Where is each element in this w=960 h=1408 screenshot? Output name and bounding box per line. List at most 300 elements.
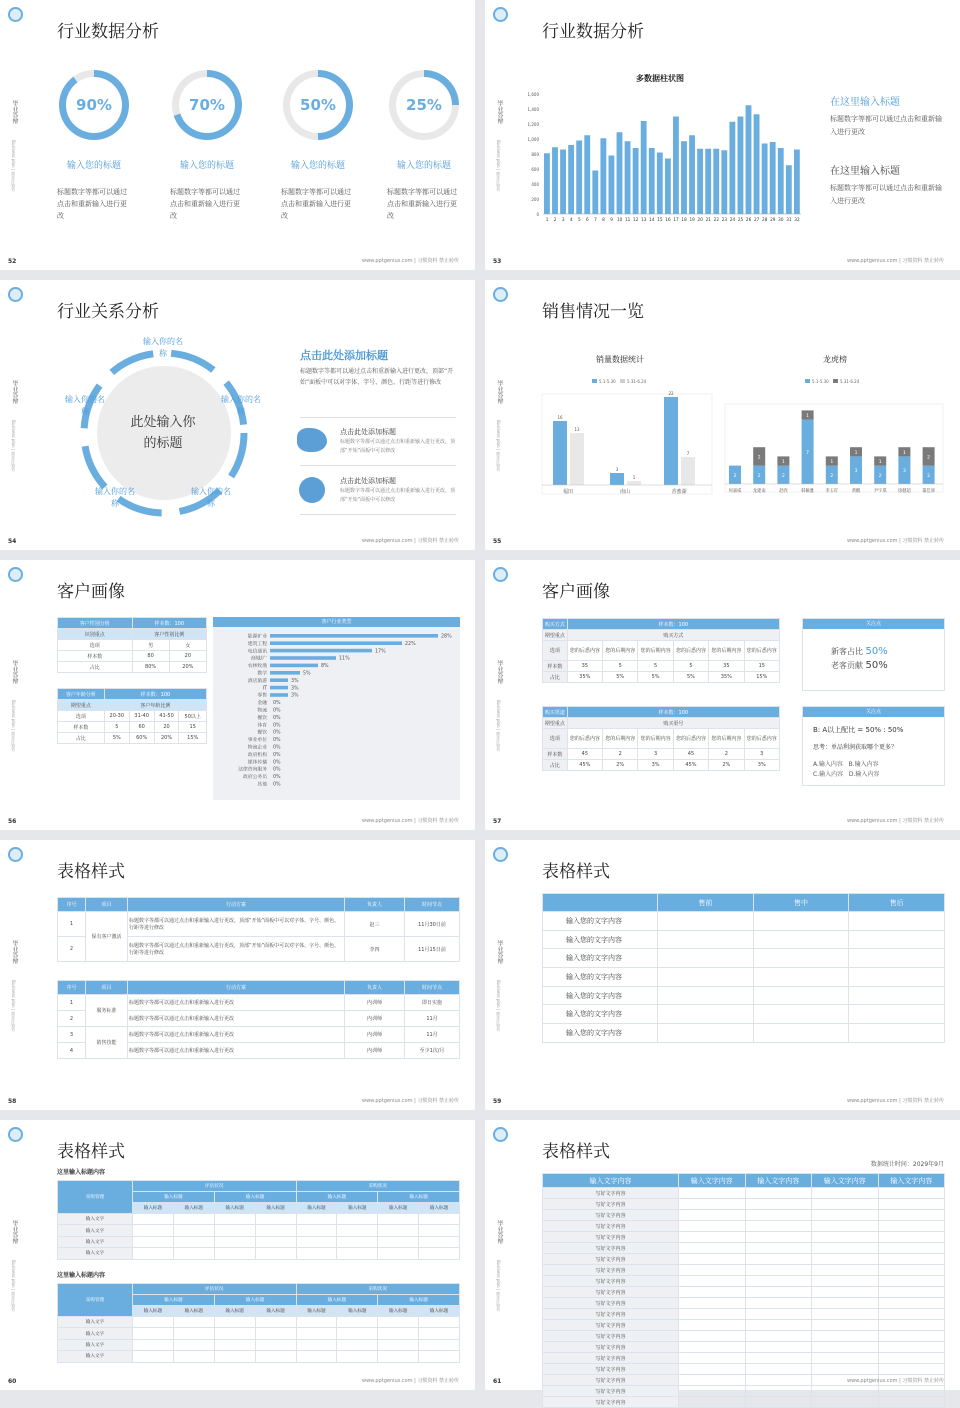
slide-59[interactable] (485, 840, 960, 1110)
footer: www.pptgenius.com | 习惯资料 禁止转传 (361, 1378, 459, 1384)
cell (419, 1317, 460, 1328)
data-label: 3 (615, 467, 619, 472)
sidebar (8, 380, 18, 472)
cell: 45% (567, 760, 602, 771)
side-text-1: 标题数字等都可以通过点击和重新输入进行更改 (830, 115, 942, 136)
cell: 35 (709, 661, 744, 672)
cell: 赵三 (345, 912, 405, 937)
data-label: 17% (375, 649, 386, 655)
footer: www.pptgenius.com | 习惯资料 禁止转传 (361, 538, 459, 544)
table-row (58, 995, 460, 1011)
row-label: 写好文字内容 (543, 1210, 679, 1221)
cell (133, 1351, 174, 1362)
slide-title: 表格样式 (542, 862, 610, 882)
slide-53[interactable] (485, 0, 960, 270)
cell (745, 1210, 812, 1221)
x-tick-label: 9 (610, 217, 613, 222)
row-label: 写好文字内容 (543, 1364, 679, 1375)
bar (713, 149, 719, 214)
cell (753, 1024, 849, 1043)
x-tick-label: 香蜜湖 (671, 489, 687, 495)
y-tick-label: 法律咨询服务 (238, 767, 267, 773)
leaf-head: 输入标题 (378, 1203, 419, 1214)
x-tick-label: 15 (657, 217, 663, 222)
x-tick-label: 南山 (619, 489, 631, 495)
gender-table (57, 617, 207, 673)
sidebar-sub: Business plan | 商业计划书 (11, 980, 16, 1032)
cell (133, 1248, 174, 1259)
cell (849, 986, 945, 1005)
table-subhead: 客户性别比例 (132, 629, 207, 640)
cell (753, 930, 849, 949)
page-number: 56 (8, 818, 17, 825)
row-label: 写好文字内容 (543, 1287, 679, 1298)
data-label: 2 (878, 473, 882, 479)
x-tick-label: 何嘉威 (728, 489, 742, 494)
legend-swatch (620, 379, 625, 383)
page-number: 58 (8, 1098, 17, 1105)
cell (173, 1236, 214, 1247)
cell: 5% (603, 672, 638, 683)
x-tick-label: 16 (665, 217, 671, 222)
stat-date: 数据统计时间：2029年9月 (870, 1161, 944, 1168)
data-label: 3% (291, 686, 299, 692)
table-head: 购买渠道 (543, 707, 568, 718)
table-row (58, 1214, 460, 1225)
x-tick-label: 28 (762, 217, 768, 222)
y-tick-label: 0 (536, 212, 539, 217)
cell (658, 1005, 754, 1024)
table-row (58, 1027, 460, 1043)
cell (812, 1397, 879, 1408)
y-tick-label: IT (262, 686, 267, 692)
y-tick-label: 餐饮 (257, 715, 267, 721)
bar (673, 117, 679, 215)
cell (419, 1225, 460, 1236)
cell: 内训师 (345, 995, 405, 1011)
cell (812, 1232, 879, 1243)
cell: 2% (709, 760, 744, 771)
data-label: 0% (273, 708, 281, 714)
sales-chart (540, 352, 715, 502)
y-tick-label: 教学 (257, 671, 267, 677)
ring-text: 标题数字等都可以通过点击和重新输入进行更改 (387, 188, 457, 220)
industry-panel (213, 617, 460, 800)
ring-text: 标题数字等都可以通过点击和重新输入进行更改 (57, 188, 127, 220)
legend-swatch (805, 379, 810, 383)
x-tick-label: 董佳驿 (922, 489, 936, 494)
logo-icon (493, 287, 508, 302)
cell (133, 1317, 174, 1328)
cell (745, 1232, 812, 1243)
bar (746, 105, 752, 214)
cell (679, 1210, 746, 1221)
cell: 3% (638, 760, 673, 771)
cell (658, 949, 754, 968)
data-label: 0% (273, 738, 281, 744)
bar (705, 149, 711, 214)
table-head: 输入文字内容 (878, 1174, 945, 1188)
table-row (543, 672, 780, 683)
y-tick-label: 电信通讯 (247, 649, 267, 655)
table-row (58, 1248, 460, 1259)
data-label: 5% (303, 671, 311, 677)
cell (878, 1188, 945, 1199)
data-label: 16 (557, 415, 563, 420)
table-head: 购买方式 (543, 619, 568, 630)
china-map-icon (297, 428, 327, 452)
footer: www.pptgenius.com | 习惯资料 禁止转传 (846, 1378, 944, 1384)
cell (337, 1339, 378, 1350)
cell (812, 1364, 879, 1375)
cell: 选项 (58, 711, 105, 722)
cell (133, 1225, 174, 1236)
x-tick-label: 3 (561, 217, 565, 222)
row-label: 输入文字 (58, 1328, 133, 1339)
action-table-1 (57, 897, 460, 962)
slide-52[interactable] (0, 0, 475, 270)
row-label: 写好文字内容 (543, 1276, 679, 1287)
header-row (58, 1181, 460, 1192)
cell: 60 (129, 722, 154, 733)
action-table-2 (57, 980, 460, 1059)
y-tick-label: 能源矿业 (247, 634, 267, 640)
bar (641, 121, 647, 214)
x-tick-label: 13 (641, 217, 647, 222)
slide-58[interactable] (0, 840, 475, 1110)
cell: 标题数字等都可以通过点击和重新输入进行更改 (128, 1043, 345, 1059)
node-label-3: 输入你的名称 (221, 395, 261, 416)
progress-ring (59, 70, 129, 140)
sidebar-sub: Business plan | 商业计划书 (496, 980, 501, 1032)
cell (255, 1225, 296, 1236)
x-tick-label: 6 (586, 217, 589, 222)
data-label: 13 (574, 427, 580, 432)
bar (664, 397, 678, 485)
bar (568, 145, 574, 214)
table-row (58, 1317, 460, 1328)
x-tick-label: 徐健超 (897, 489, 911, 494)
table-row (543, 1309, 945, 1320)
footer: www.pptgenius.com | 习惯资料 禁止转传 (361, 258, 459, 264)
cell (745, 1188, 812, 1199)
slide-55[interactable] (485, 280, 960, 550)
table-head: 样本数：100 (567, 619, 779, 630)
cell (812, 1342, 879, 1353)
table-head: 输入文字内容 (543, 1174, 679, 1188)
y-tick-label: 其他 (257, 782, 267, 788)
cell: 3% (744, 760, 779, 771)
cell: 3 (744, 749, 779, 760)
data-label: 0% (273, 730, 281, 736)
node-label-4: 输入你的名称 (95, 487, 135, 508)
table-head: 行动方案 (128, 898, 345, 912)
cell: 您的后悉内容 (744, 641, 779, 661)
cell: 3 (638, 749, 673, 760)
cell: 至少1次/月 (405, 1043, 460, 1059)
cell: 您的后期内容 (709, 729, 744, 749)
sub-head: 输入标题 (214, 1295, 296, 1306)
logo-icon (493, 567, 508, 582)
y-tick-label: 1,400 (527, 107, 539, 112)
row-label: 写好文字内容 (543, 1188, 679, 1199)
slide-title: 表格样式 (542, 1142, 610, 1162)
data-label: 28% (441, 634, 452, 640)
cell (753, 986, 849, 1005)
x-tick-label: 福田 (562, 489, 574, 495)
cell: 样本数 (58, 651, 133, 662)
ring-label: 输入您的标题 (66, 161, 121, 171)
cell (255, 1236, 296, 1247)
group-head: 评估状况 (133, 1181, 297, 1192)
row-label: 写好文字内容 (543, 1397, 679, 1408)
y-tick-label: 酒店旅游 (247, 678, 267, 684)
cell (173, 1328, 214, 1339)
x-tick-label: 31 (786, 217, 792, 222)
table-head: 客户性别分析 (58, 618, 133, 629)
sub-head: 输入标题 (214, 1192, 296, 1203)
cell: 占比 (543, 760, 568, 771)
cell (878, 1221, 945, 1232)
box-value: 50% (865, 646, 888, 657)
bar (778, 148, 784, 214)
sidebar-sub: Business plan | 商业计划书 (11, 1260, 16, 1312)
leaf-head: 输入标题 (419, 1306, 460, 1317)
cell (878, 1342, 945, 1353)
row-label: 写好文字内容 (543, 1331, 679, 1342)
y-tick-label: 政府机构 (247, 752, 267, 758)
logo-icon (493, 847, 508, 862)
leaf-head: 输入标题 (337, 1306, 378, 1317)
data-label: 2 (757, 473, 761, 479)
cell: 5 (638, 661, 673, 672)
cell (679, 1265, 746, 1276)
row-label: 输入文字 (58, 1248, 133, 1259)
cell (878, 1331, 945, 1342)
cell: 您的后期内容 (603, 641, 638, 661)
legend-swatch (833, 379, 838, 383)
grid-table (57, 1283, 460, 1363)
cell (296, 1236, 337, 1247)
bar (544, 153, 550, 214)
cell (296, 1248, 337, 1259)
bar-chart (515, 68, 805, 233)
bar (754, 114, 760, 214)
cell (812, 1188, 879, 1199)
table-row (543, 1353, 945, 1364)
text-grid (542, 1173, 945, 1408)
x-tick-label: 龙建南 (752, 489, 766, 494)
cell (878, 1298, 945, 1309)
cell (812, 1243, 879, 1254)
bar (270, 664, 318, 668)
cell: 5% (673, 672, 708, 683)
table-row (58, 912, 460, 937)
cell: 标题数字等都可以通过点击和重新输入进行更改，顶部“开始”面板中可以对字体、字号、颜色、行距等进行修改 (128, 912, 345, 937)
page-number: 61 (493, 1378, 502, 1385)
sidebar (493, 100, 503, 192)
box-line: C.输入内容 D.输入内容 (813, 771, 880, 778)
table-subhead: 识别重点 (58, 629, 133, 640)
cell: 男 (132, 640, 169, 651)
cell (296, 1339, 337, 1350)
ring-label: 输入您的标题 (290, 161, 345, 171)
y-tick-label: 政府公务员 (243, 775, 267, 781)
slide-title: 行业数据分析 (57, 22, 159, 42)
focus-box-2 (802, 706, 945, 786)
table-row (543, 661, 780, 672)
cell (745, 1375, 812, 1386)
cell: 您的后期内容 (638, 729, 673, 749)
cell (337, 1317, 378, 1328)
y-tick-label: 1,200 (527, 122, 539, 127)
cell (378, 1214, 419, 1225)
x-tick-label: 8 (602, 217, 605, 222)
cell (658, 986, 754, 1005)
purchase-grid-2 (57, 1283, 460, 1363)
bar (270, 641, 402, 645)
cell (679, 1331, 746, 1342)
slide-57[interactable] (485, 560, 960, 830)
row-label: 写好文字内容 (543, 1342, 679, 1353)
cell: 20 (169, 651, 206, 662)
cell (679, 1386, 746, 1397)
cell (812, 1287, 879, 1298)
table-row (543, 1397, 945, 1408)
data-label: 3 (902, 469, 906, 475)
cell: 80 (132, 651, 169, 662)
table-row (58, 1236, 460, 1247)
bar (770, 142, 776, 214)
y-tick-label: 商城/广 (250, 656, 267, 662)
sub-head: 输入标题 (133, 1192, 215, 1203)
leaf-head: 输入标题 (296, 1203, 337, 1214)
data-label: 7 (806, 450, 810, 456)
sidebar-label: 毕业答辩 (11, 100, 18, 124)
y-tick-label: 1,600 (527, 92, 539, 97)
row-label: 输入您的文字内容 (543, 930, 658, 949)
x-tick-label: 26 (745, 217, 752, 222)
cell (658, 912, 754, 931)
sidebar-sub: Business plan | 商业计划书 (496, 420, 501, 472)
sidebar (493, 1220, 503, 1312)
cell (296, 1328, 337, 1339)
box-line: A.输入内容 B.输入内容 (813, 761, 879, 768)
row-label: 输入您的文字内容 (543, 986, 658, 1005)
corner-cell: 采购管理 (58, 1284, 133, 1317)
table-head: 项目 (86, 898, 128, 912)
sidebar-label: 毕业答辩 (11, 1220, 18, 1244)
logo-icon (493, 1127, 508, 1142)
x-tick-label: 4 (569, 217, 573, 222)
slide-title: 客户画像 (542, 582, 610, 602)
cell (745, 1331, 812, 1342)
sidebar-sub: Business plan | 商业计划书 (496, 700, 501, 752)
cell: 11月30日前 (405, 912, 460, 937)
sub-head: 输入标题 (378, 1295, 460, 1306)
ring-text: 标题数字等都可以通过点击和重新输入进行更改 (281, 188, 351, 220)
sidebar-label: 毕业答辩 (496, 380, 503, 404)
table-row (58, 651, 207, 662)
slide-60[interactable] (0, 1120, 475, 1390)
cell: 20-30 (104, 711, 129, 722)
row-label: 输入文字 (58, 1339, 133, 1350)
cell: 样本数 (543, 661, 568, 672)
bar (600, 138, 606, 214)
cell (133, 1328, 174, 1339)
cell (745, 1364, 812, 1375)
legend-label: 5.1-5.30 (812, 379, 829, 384)
cell: 选项 (58, 640, 133, 651)
table-row (543, 912, 945, 931)
bar (786, 165, 792, 214)
item2-title: 点击此处添加标题 (340, 477, 396, 485)
cell (849, 912, 945, 931)
slide-54[interactable] (0, 280, 475, 550)
data-label: 0% (273, 723, 281, 729)
x-tick-label: 32 (794, 217, 800, 222)
slide-61[interactable] (485, 1120, 960, 1406)
item1-text: 标题数字等都可以通过点击和重新输入进行更改，顶部“开始”面板中可以修改 (340, 439, 456, 454)
cell: 2 (603, 749, 638, 760)
slide-56[interactable] (0, 560, 475, 830)
cell (378, 1317, 419, 1328)
cell (812, 1386, 879, 1397)
table-head: 售前 (658, 894, 754, 912)
logo-icon (8, 847, 23, 862)
cell: 销售技能 (86, 1027, 128, 1059)
cell: 标题数字等都可以通过点击和重新输入进行更改 (128, 1011, 345, 1027)
cell (849, 949, 945, 968)
cell: 45 (567, 749, 602, 760)
table-head (543, 894, 658, 912)
leaf-head: 输入标题 (214, 1203, 255, 1214)
cell (812, 1221, 879, 1232)
logo-icon (8, 1127, 23, 1142)
cell (255, 1351, 296, 1362)
x-tick-label: 19 (689, 217, 695, 222)
add-text: 标题数字等都可以通过点击和重新输入进行更改，顶部“开始”面板中可以对字体、字号、颜色、行距等进行修改 (300, 368, 454, 386)
cell: 60% (129, 733, 154, 744)
x-tick-label: 2 (553, 217, 557, 222)
x-tick-label: 尹宇琪 (873, 489, 887, 494)
cell: 2 (58, 1011, 86, 1027)
sidebar-label: 毕业答辩 (496, 100, 503, 124)
footer: www.pptgenius.com | 习惯资料 禁止转传 (846, 258, 944, 264)
cell: 5 (673, 661, 708, 672)
cell (255, 1317, 296, 1328)
x-tick-label: 29 (770, 217, 776, 222)
cell: 占比 (58, 662, 133, 673)
cell (337, 1351, 378, 1362)
cell (753, 912, 849, 931)
cell: 20% (154, 733, 179, 744)
row-label: 输入您的文字内容 (543, 1024, 658, 1043)
table-head: 行动方案 (128, 981, 345, 995)
globe-icon (299, 477, 325, 503)
table-row (543, 1243, 945, 1254)
bar (270, 686, 288, 690)
cell (419, 1339, 460, 1350)
x-tick-label: 李玉叮 (825, 489, 839, 494)
legend-swatch (592, 379, 597, 383)
bar (270, 634, 438, 638)
cell (337, 1328, 378, 1339)
cell (679, 1287, 746, 1298)
data-label: 1 (830, 460, 834, 465)
cell: 即日实施 (405, 995, 460, 1011)
x-tick-label: 12 (633, 217, 639, 222)
